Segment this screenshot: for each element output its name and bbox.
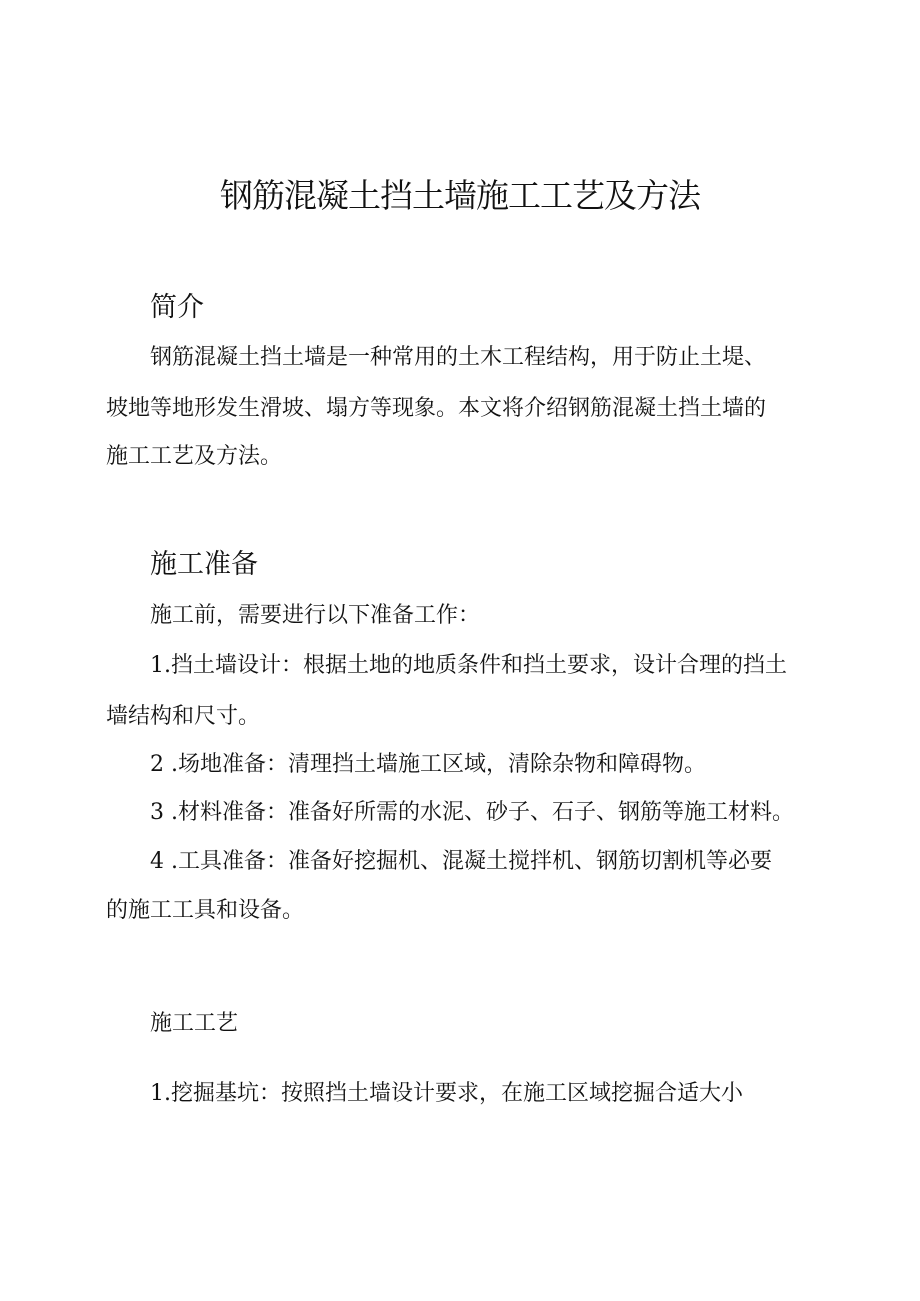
list-item-line: 4 .工具准备：准备好挖掘机、混凝土搅拌机、钢筋切割机等必要 xyxy=(150,849,772,874)
paragraph-line: 坡地等地形发生滑坡、塌方等现象。本文将介绍钢筋混凝土挡土墙的 xyxy=(106,396,767,421)
document-title: 钢筋混凝土挡土墙施工工艺及方法 xyxy=(220,176,700,215)
list-item-line: 2 .场地准备：清理挡土墙施工区域，清除杂物和障碍物。 xyxy=(150,752,706,777)
list-item-line: 墙结构和尺寸。 xyxy=(106,704,261,729)
paragraph-line: 钢筋混凝土挡土墙是一种常用的土木工程结构，用于防止土堤、 xyxy=(150,345,767,370)
list-item-line: 1.挖掘基坑：按照挡土墙设计要求，在施工区域挖掘合适大小 xyxy=(150,1081,743,1106)
list-item-line: 1.挡土墙设计：根据土地的地质条件和挡土要求，设计合理的挡土 xyxy=(150,653,787,678)
section-heading-process: 施工工艺 xyxy=(150,1011,239,1036)
paragraph-intro: 施工前，需要进行以下准备工作： xyxy=(150,603,481,628)
list-item-line: 3 .材料准备：准备好所需的水泥、砂子、石子、钢筋等施工材料。 xyxy=(150,800,794,825)
list-item-line: 的施工工具和设备。 xyxy=(106,898,305,923)
paragraph-line: 施工工艺及方法。 xyxy=(106,444,283,469)
section-heading-intro: 简介 xyxy=(150,292,204,323)
section-heading-preparation: 施工准备 xyxy=(150,549,258,580)
